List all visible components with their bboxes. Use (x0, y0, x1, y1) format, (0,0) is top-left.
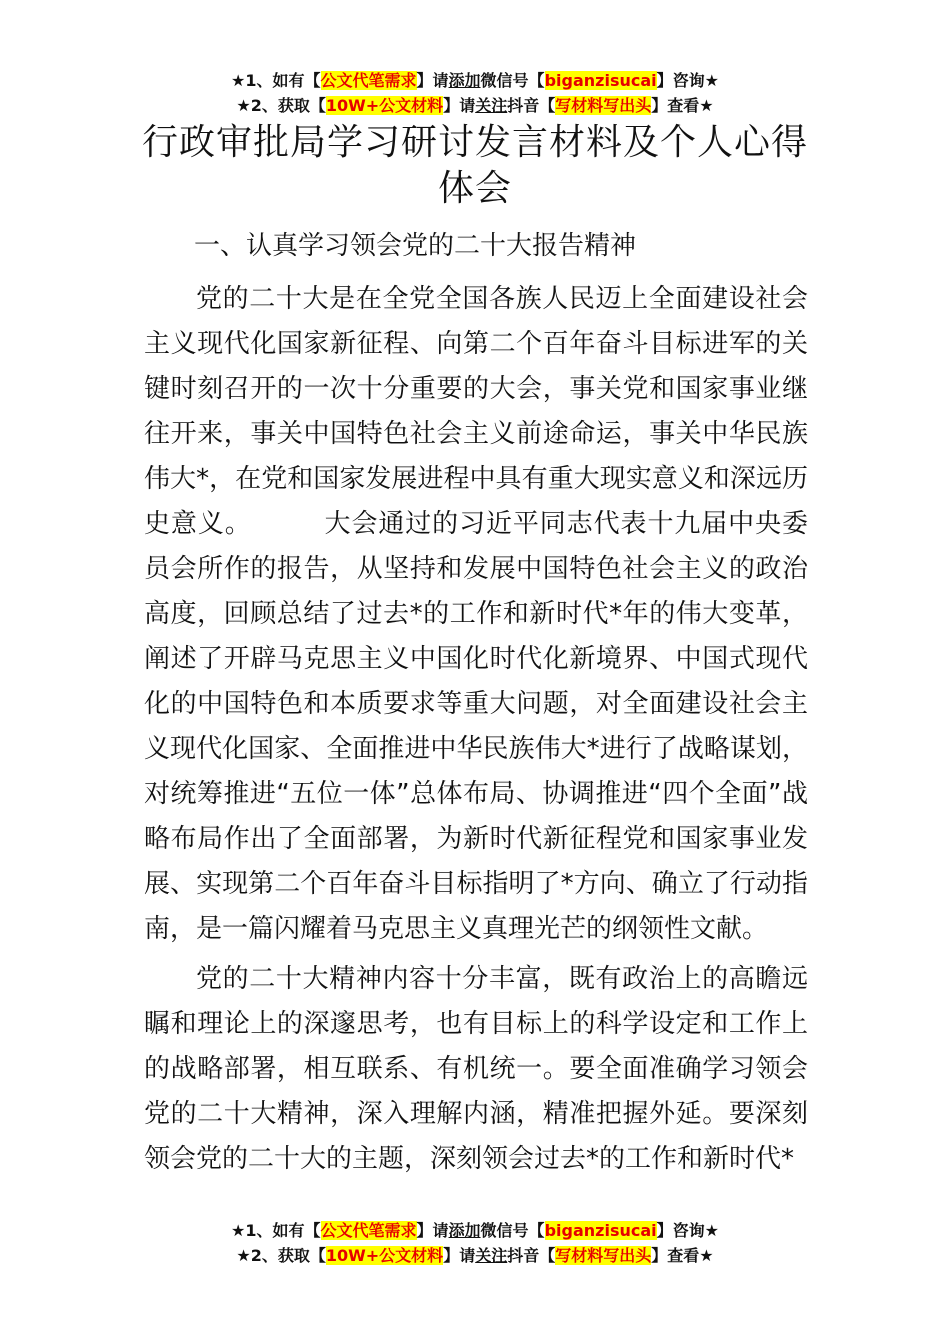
bottom-banner (0, 1218, 950, 1268)
banner-text: 】咨询★ (656, 71, 719, 90)
section-heading: 一、认真学习领会党的二十大报告精神 (194, 231, 637, 261)
banner-text: ★1、如有【 (231, 71, 321, 90)
paragraph-1 (144, 277, 808, 952)
banner-text: 】请 (416, 71, 449, 90)
highlight-wechat-id: biganzisucai (544, 1221, 657, 1240)
banner-text: 抖音【 (507, 1246, 556, 1265)
banner-text: 】请 (443, 96, 476, 115)
banner-text: 抖音【 (507, 96, 556, 115)
banner-line-2 (0, 1243, 950, 1268)
underlined-word: 添加 (448, 1221, 481, 1240)
highlight-materials: 10W+公文材料 (325, 1246, 444, 1265)
highlight-service: 公文代笔需求 (320, 1221, 417, 1240)
paragraph-1-part-b: 大会通过的习近平同志代表十九届中央委员会所作的报告，从坚持和发展中国特色社会主义的政治高度，回顾总结了过去*的工作和新时代*年的伟大变革，阐述了开辟马克思主义中国化时代化新境界、中国式现代化的中国特色和本质要求等重大问题，对全面建设社会主义现代化国家、全面推进中华民族伟大*进行了战略谋划，对统筹推进“五位一体”总体布局、协调推进“四个全面”战略布局作出了全面部署，为新时代新征程党和国家事业发展、实现第二个百年奋斗目标指明了*方向、确立了行动指南，是一篇闪耀着马克思主义真理光芒的纲领性文献。 (144, 509, 808, 944)
document-title: 行政审批局学习研讨发言材料及个人心得体会 (141, 122, 808, 209)
highlight-douyin-account: 写材料写出头 (555, 1246, 652, 1265)
banner-text: 】查看★ (651, 1246, 714, 1265)
banner-text: ★1、如有【 (231, 1221, 321, 1240)
highlight-materials: 10W+公文材料 (325, 96, 444, 115)
banner-text: 】查看★ (651, 96, 714, 115)
underlined-word: 添加 (448, 71, 481, 90)
banner-text: 】请 (443, 1246, 476, 1265)
banner-text: 】咨询★ (656, 1221, 719, 1240)
highlight-douyin-account: 写材料写出头 (555, 96, 652, 115)
banner-line-1 (0, 1218, 950, 1243)
banner-text: 微信号【 (480, 71, 545, 90)
paragraph-1-part-a: 党的二十大是在全党全国各族人民迈上全面建设社会主义现代化国家新征程、向第二个百年奋斗目标进军的关键时刻召开的一次十分重要的大会，事关党和国家事业继往开来，事关中国特色社会主义前途命运，事关中华民族伟大*，在党和国家发展进程中具有重大现实意义和深远历史意义。 (144, 284, 808, 539)
banner-line-1 (0, 68, 950, 93)
banner-text: 微信号【 (480, 1221, 545, 1240)
banner-text: ★2、获取【 (236, 1246, 326, 1265)
banner-text: ★2、获取【 (236, 96, 326, 115)
banner-line-2 (0, 93, 950, 118)
top-banner (0, 68, 950, 118)
highlight-wechat-id: biganzisucai (544, 71, 657, 90)
banner-text: 】请 (416, 1221, 449, 1240)
underlined-word: 关注 (475, 1246, 508, 1265)
underlined-word: 关注 (475, 96, 508, 115)
highlight-service: 公文代笔需求 (320, 71, 417, 90)
paragraph-2: 党的二十大精神内容十分丰富，既有政治上的高瞻远瞩和理论上的深邃思考，也有目标上的科学设定和工作上的战略部署，相互联系、有机统一。要全面准确学习领会党的二十大精神，深入理解内涵，精准把握外延。要深刻领会党的二十大的主题，深刻领会过去*的工作和新时代* (144, 964, 808, 1174)
